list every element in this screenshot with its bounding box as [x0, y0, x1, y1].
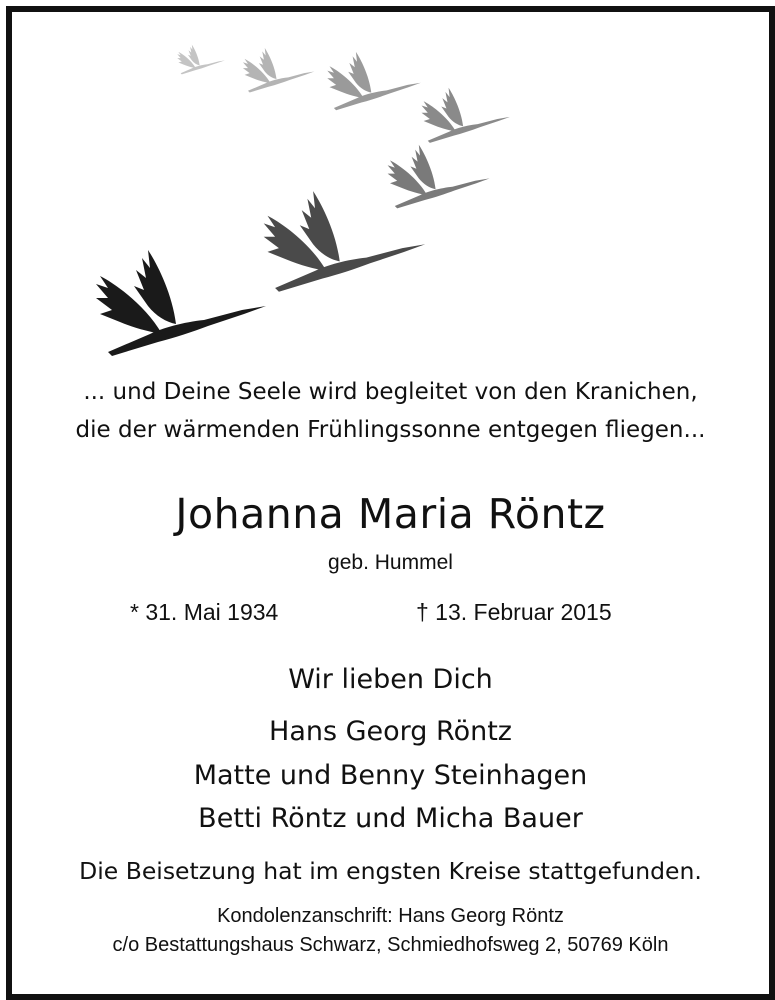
crane-icon — [243, 48, 314, 93]
mourner-2: Matte und Benny Steinhagen — [193, 760, 588, 791]
deceased-name: Johanna Maria Röntz — [175, 490, 606, 538]
maiden-name: geb. Hummel — [328, 551, 453, 574]
obituary-notice — [6, 6, 775, 1000]
death-date: † 13. Februar 2015 — [416, 599, 612, 625]
crane-icon — [327, 52, 421, 110]
crane-icon — [96, 250, 266, 356]
burial-note: Die Beisetzung hat im engsten Kreise stattgefunden. — [79, 857, 702, 885]
cranes-illustration — [12, 12, 769, 382]
crane-icon — [177, 45, 225, 75]
mourner-1: Hans Georg Röntz — [269, 716, 512, 747]
closing-line: Wir lieben Dich — [288, 664, 493, 695]
crane-icon — [422, 88, 510, 143]
crane-icon — [388, 145, 490, 209]
verse-line-1: ... und Deine Seele wird begleitet von den Kranichen, — [83, 379, 698, 405]
mourner-3: Betti Röntz und Micha Bauer — [198, 803, 583, 834]
birth-date: * 31. Mai 1934 — [130, 599, 279, 625]
verse-line-2: die der wärmenden Frühlingssonne entgegen fliegen... — [75, 417, 706, 443]
condolence-line-2: c/o Bestattungshaus Schwarz, Schmiedhofsweg 2, 50769 Köln — [112, 934, 669, 956]
condolence-line-1: Kondolenzanschrift: Hans Georg Röntz — [217, 905, 564, 927]
